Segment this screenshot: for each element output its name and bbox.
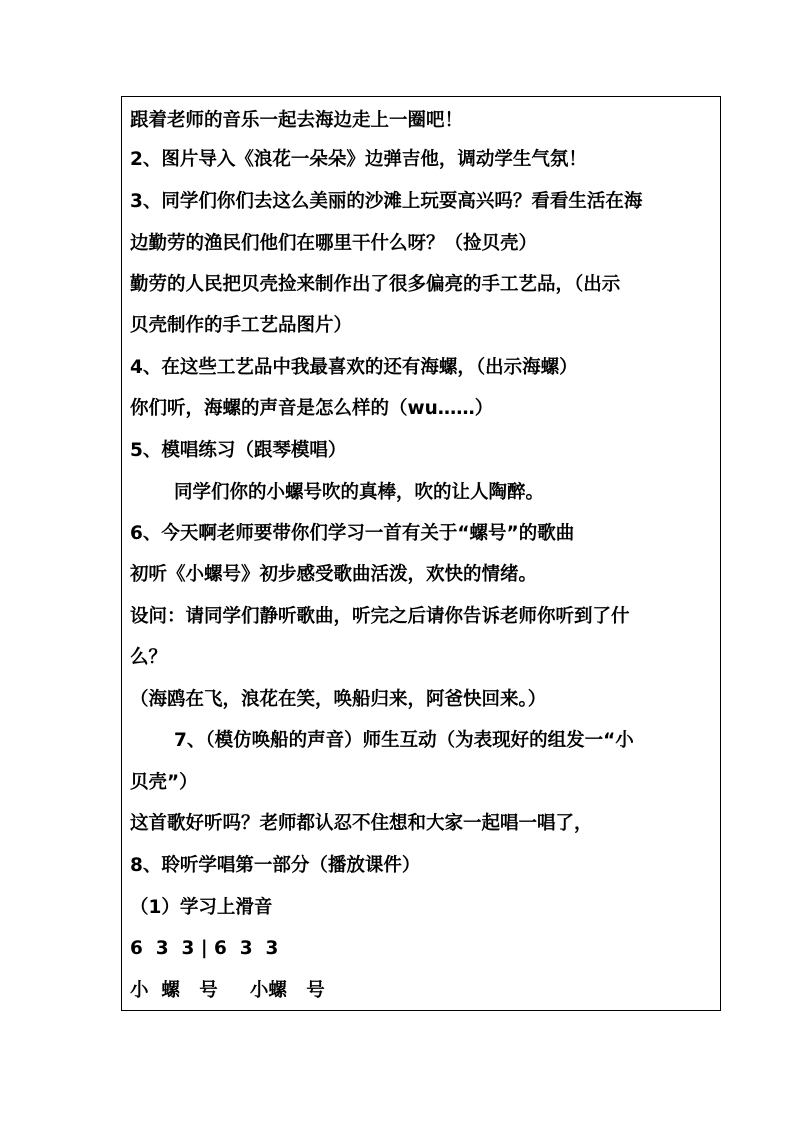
text-line-4: 边勤劳的渔民们他们在哪里干什么呀？（捡贝壳） — [130, 233, 538, 254]
text-line-19: 8、聆听学唱第一部分（播放课件） — [130, 855, 421, 876]
text-line-9: 5、模唱练习（跟琴模唱） — [130, 440, 347, 461]
text-line-16: 7、（模仿唤船的声音）师生互动（为表现好的组发一“小 — [174, 730, 634, 751]
text-line-13: 设问：请同学们静听歌曲，听完之后请你告诉老师你听到了什 — [130, 606, 630, 627]
text-line-10: 同学们你的小螺号吹的真棒，吹的让人陶醉。 — [174, 482, 545, 503]
text-line-8: 你们听，海螺的声音是怎么样的（wu……） — [130, 398, 494, 419]
text-line-12: 初听《小螺号》初步感受歌曲活泼，欢快的情绪。 — [130, 564, 538, 585]
text-line-20: （1）学习上滑音 — [130, 897, 273, 918]
notation-line: 6 3 3 | 6 3 3 — [130, 938, 279, 959]
document-table-cell — [121, 96, 721, 1011]
text-line-2: 2、图片导入《浪花一朵朵》边弹吉他，调动学生气氛！ — [130, 149, 587, 170]
text-line-1: 跟着老师的音乐一起去海边走上一圈吧！ — [130, 110, 464, 131]
text-line-5: 勤劳的人民把贝壳捡来制作出了很多偏亮的手工艺品，（出示 — [130, 274, 621, 295]
lyrics-line: 小 螺 号 小螺 号 — [130, 980, 325, 1001]
text-line-3: 3、同学们你们去这么美丽的沙滩上玩耍高兴吗？看看生活在海 — [130, 191, 643, 212]
text-line-15: （海鸥在飞，浪花在笑，唤船归来，阿爸快回来。） — [130, 689, 547, 710]
text-line-18: 这首歌好听吗？老师都认忍不住想和大家一起唱一唱了， — [130, 813, 593, 834]
text-line-7: 4、在这些工艺品中我最喜欢的还有海螺，（出示海螺） — [130, 357, 578, 378]
text-line-17: 贝壳”） — [130, 772, 198, 793]
text-line-11: 6、今天啊老师要带你们学习一首有关于“螺号”的歌曲 — [130, 523, 575, 544]
text-line-14: 么？ — [130, 647, 168, 668]
text-line-6: 贝壳制作的手工艺品图片） — [130, 315, 353, 336]
